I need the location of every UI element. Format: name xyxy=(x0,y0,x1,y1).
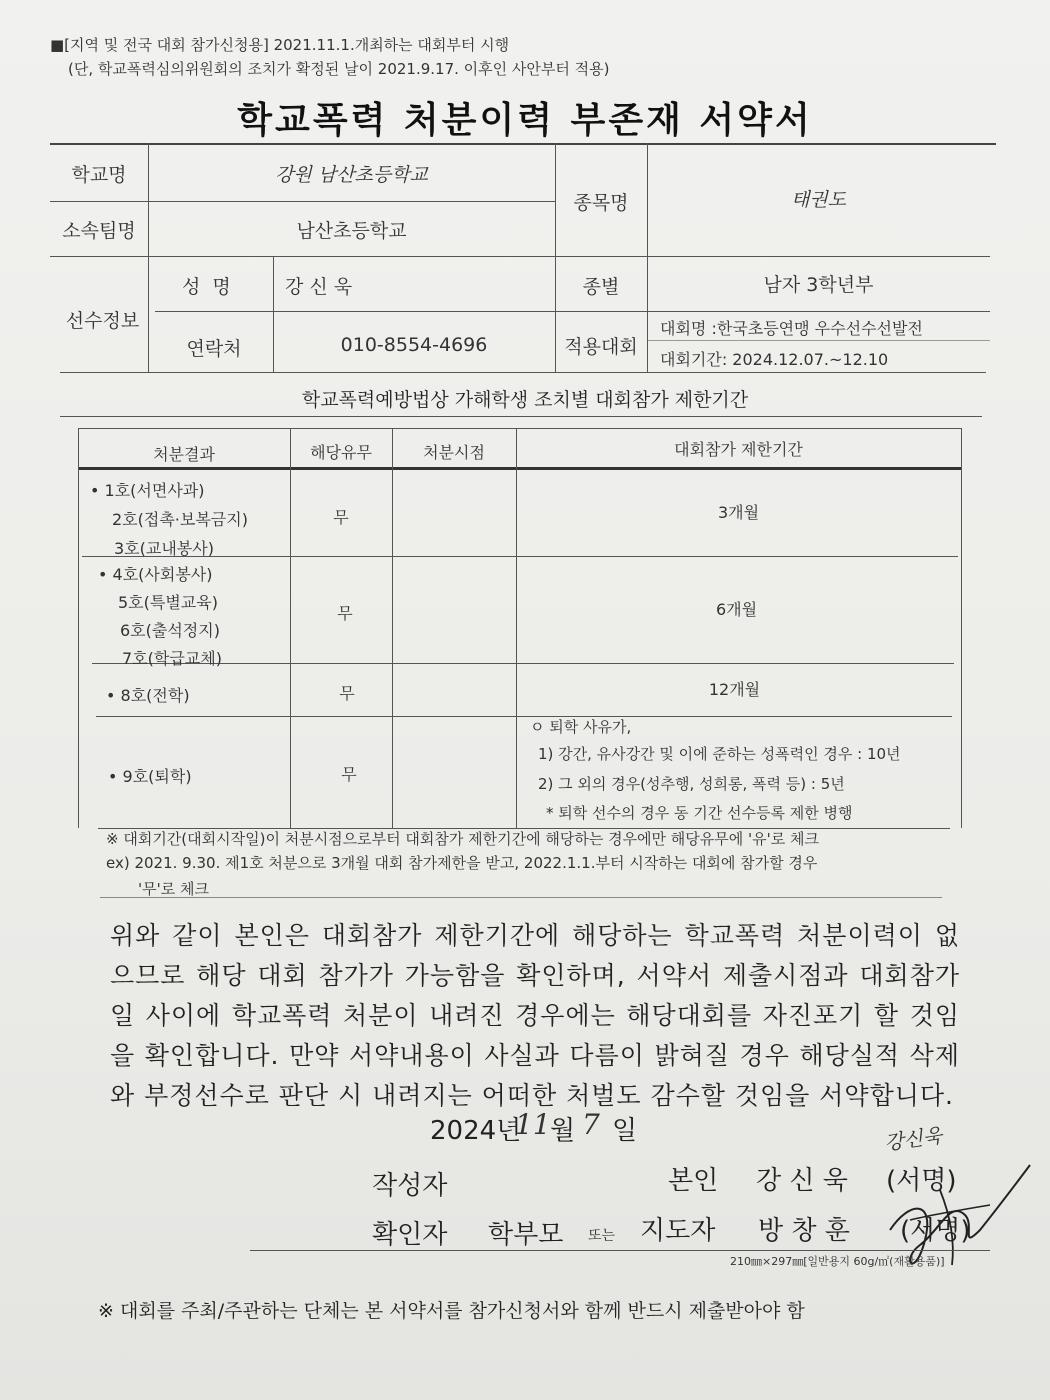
paper-spec: 210㎜×297㎜[일반용지 60g/㎡(재활용품)] xyxy=(730,1255,945,1268)
row2-line3: 6호(출석정지) xyxy=(120,621,220,640)
row1-line2: 2호(접촉·보복금지) xyxy=(112,510,248,529)
competition-name: 대회명 :한국초등연맹 우수선수선발전 xyxy=(660,319,923,338)
handwritten-name: 강신욱 xyxy=(882,1123,944,1155)
school-label: 학교명 xyxy=(71,164,127,186)
row4-period-line3: 2) 그 외의 경우(성추행, 성희롱, 폭력 등) : 5년 xyxy=(538,775,845,793)
row2-line4: 7호(학급교체) xyxy=(122,649,222,668)
notice-line-1: ■[지역 및 전국 대회 참가신청용] 2021.11.1.개최하는 대회부터 시행 xyxy=(50,36,510,54)
row1-line1: • 1호(서면사과) xyxy=(90,481,205,500)
competition-period: 대회기간: 2024.12.07.~12.10 xyxy=(660,350,889,369)
th-timing: 처분시점 xyxy=(423,443,485,462)
table-note-3: '무'로 체크 xyxy=(138,880,209,898)
row2-line2: 5호(특별교육) xyxy=(118,593,218,612)
coach-name: 방 창 훈 xyxy=(758,1216,850,1246)
contact-label: 연락처 xyxy=(186,338,242,360)
row2-applies: 무 xyxy=(337,604,353,623)
category-value: 남자 3학년부 xyxy=(763,274,874,296)
pledge-paragraph: 위와 같이 본인은 대회참가 제한기간에 해당하는 학교폭력 처분이력이 없으므로 해당 대회 참가가 가능함을 확인하며, 서약서 제출시점과 대회참가일 사이에 학교폭력 처분이 내려진 경우에는 해당대회를 자진포기 할 것임을 확인합니다. 만약 서약내용이 사실과 다름이 밝혀질 경우 해당실적 삭제와 부정선수로 판단 시 내려지는 어떠한 처벌도 감수할 것임을 서약합니다. xyxy=(110,921,960,1110)
table-note-2: ex) 2021. 9.30. 제1호 처분으로 3개월 대회 참가제한을 받고, 2022.1.1.부터 시작하는 대회에 참가할 경우 xyxy=(106,854,818,872)
writer-label: 작성자 xyxy=(372,1171,448,1201)
row3-period: 12개월 xyxy=(708,680,761,699)
date-month-handwritten: 11 xyxy=(515,1108,551,1141)
restriction-section-title: 학교폭력예방법상 가해학생 조치별 대회참가 제한기간 xyxy=(301,389,749,411)
row4-period-line4: * 퇴학 선수의 경우 동 기간 선수등록 제한 병행 xyxy=(546,804,853,822)
contact-value: 010-8554-4696 xyxy=(340,334,488,356)
category-label: 종별 xyxy=(582,276,620,298)
self-label: 본인 xyxy=(668,1166,719,1196)
confirmer-label: 확인자 xyxy=(372,1220,448,1250)
notice-line-2: (단, 학교폭력심의위원회의 조치가 확정된 날이 2021.9.17. 이후인 사안부터 적용) xyxy=(68,60,610,78)
th-disposition: 처분결과 xyxy=(153,445,215,464)
th-applies: 해당유무 xyxy=(310,443,372,462)
coach-label: 지도자 xyxy=(640,1216,716,1246)
event-label: 종목명 xyxy=(573,192,629,214)
parent-label: 학부모 xyxy=(488,1220,564,1250)
name-label: 성 명 xyxy=(182,276,231,298)
row1-line3: 3호(교내봉사) xyxy=(114,539,214,558)
date-month-unit: 월 xyxy=(550,1116,576,1146)
document-title: 학교폭력 처분이력 부존재 서약서 xyxy=(237,100,813,141)
writer-name: 강 신 욱 xyxy=(756,1166,848,1196)
th-restriction-period: 대회참가 제한기간 xyxy=(674,440,803,459)
school-value: 강원 남산초등학교 xyxy=(275,164,428,186)
row1-applies: 무 xyxy=(333,508,349,527)
row2-period: 6개월 xyxy=(715,600,758,619)
writer-sign-label: (서명) xyxy=(886,1166,957,1196)
event-value: 태권도 xyxy=(790,189,847,211)
table-note-1: ※ 대회기간(대회시작일)이 처분시점으로부터 대회참가 제한기간에 해당하는 경우에만 해당유무에 '유'로 체크 xyxy=(106,830,819,848)
row2-line1: • 4호(사회봉사) xyxy=(98,565,213,584)
row4-period-line1: ㅇ 퇴학 사유가, xyxy=(530,718,632,736)
team-value: 남산초등학교 xyxy=(296,220,407,242)
player-info-label: 선수정보 xyxy=(65,310,140,332)
row4-line1: • 9호(퇴학) xyxy=(108,767,192,786)
row3-applies: 무 xyxy=(339,684,355,703)
date-day-handwritten: 7 xyxy=(582,1108,600,1141)
date-day-unit: 일 xyxy=(612,1116,638,1146)
row1-period: 3개월 xyxy=(717,503,760,522)
applied-competition-label: 적용대회 xyxy=(564,336,638,358)
name-value: 강 신 욱 xyxy=(285,276,353,298)
row3-line1: • 8호(전학) xyxy=(106,686,190,705)
coach-sign-label: (서명) xyxy=(900,1216,971,1246)
row4-period-line2: 1) 강간, 유사강간 및 이에 준하는 성폭력인 경우 : 10년 xyxy=(538,745,901,763)
or-label: 또는 xyxy=(588,1228,616,1244)
row4-applies: 무 xyxy=(341,765,357,784)
final-note: ※ 대회를 주최/주관하는 단체는 본 서약서를 참가신청서와 함께 반드시 제출받아야 함 xyxy=(98,1300,805,1322)
date-year: 2024년 xyxy=(430,1116,522,1146)
team-label: 소속팀명 xyxy=(62,220,136,242)
